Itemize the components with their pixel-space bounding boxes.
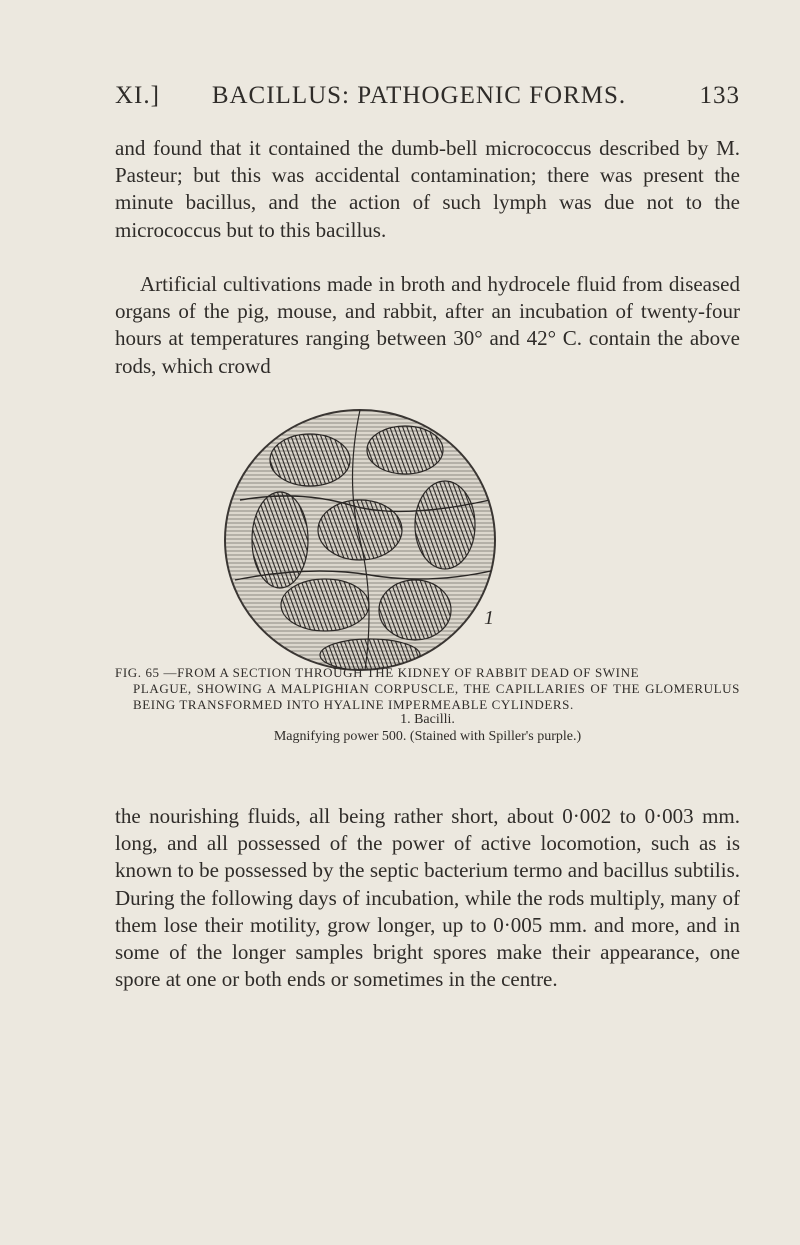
figure-legend <box>115 711 740 745</box>
paragraph-artificial-cultivations: Artificial cultivations made in broth and hydrocele fluid from diseased organs of the pig, mouse, and rabbit, after an incubation of twenty-four hours at temperatures ranging between 30° and 42° C. contain the above rods, which crowd <box>115 272 740 378</box>
legend-item-bacilli: 1. Bacilli. <box>400 712 455 727</box>
running-title: BACILLUS: PATHOGENIC FORMS. <box>211 82 627 109</box>
chapter-number: XI.] <box>115 82 160 109</box>
figure-marker-label: 1 <box>484 607 494 629</box>
running-header <box>115 82 740 116</box>
figure-caption <box>115 665 740 713</box>
caption-line-2: PLAGUE, SHOWING A MALPIGHIAN CORPUSCLE, THE CAPILLARIES OF THE GLOMERULUS BEING TRANSFORMED INTO HYALINE IMPERMEABLE CYLINDERS. <box>133 681 740 712</box>
magnification-note: Magnifying power 500. (Stained with Spiller's purple.) <box>273 729 582 744</box>
figure-glomerulus-illustration <box>220 390 510 690</box>
paragraph-nourishing-fluids: the nourishing fluids, all being rather short, about 0·002 to 0·003 mm. long, and all possessed of the power of active locomotion, such as is known to be possessed by the septic bacterium termo and bacillus subtilis. During the following days of incubation, while the rods multiply, many of them lose their motility, grow longer, up to 0·005 mm. and more, and in some of the longer samples bright spores make their appearance, one spore at one or both ends or sometimes in the centre. <box>115 804 740 992</box>
glomerulus-drawing <box>220 390 510 690</box>
caption-line-1: FIG. 65 —FROM A SECTION THROUGH THE KIDNEY OF RABBIT DEAD OF SWINE <box>115 665 640 680</box>
paragraph-continued: and found that it contained the dumb-bell micrococcus described by M. Pasteur; but this was accidental contamination; there was present the minute bacillus, and the action of such lymph was due not to the micrococcus but to this bacillus. <box>115 136 740 242</box>
page-number: 133 <box>699 82 740 109</box>
